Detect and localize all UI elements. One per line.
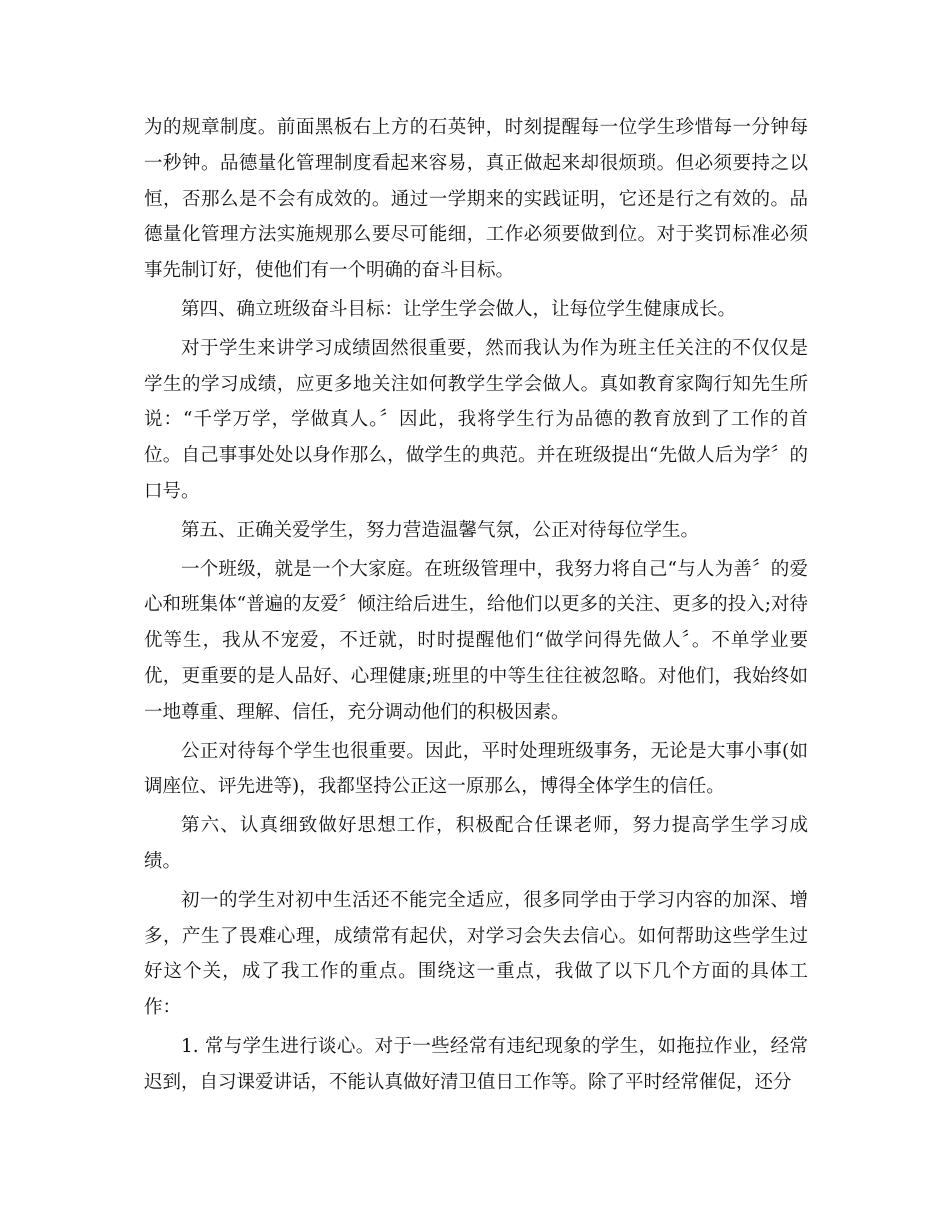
paragraph-7: 第六、认真细致做好思想工作，积极配合任课老师，努力提高学生学习成绩。 xyxy=(144,815,808,872)
paragraph-4: 第五、正确关爱学生，努力营造温馨气氛，公正对待每位学生。 xyxy=(181,519,700,541)
paragraph-8: 初一的学生对初中生活还不能完全适应，很多同学由于学习内容的加深、增多，产生了畏难心理，成绩常有起伏，对学习会失去信心。如何帮助这些学生过好这个关，成了我工作的重点。围绕这一重点，我做了以下几个方面的具体工作： xyxy=(144,889,808,1019)
document-page xyxy=(144,110,808,1104)
paragraph-9: 1. 常与学生进行谈心。对于一些经常有违纪现象的学生，如拖拉作业，经常迟到，自习课爱讲话，不能认真做好清卫值日工作等。除了平时经常催促，还分 xyxy=(144,1035,808,1093)
paragraph-2: 第四、确立班级奋斗目标：让学生学会做人，让每位学生健康成长。 xyxy=(181,298,737,320)
paragraph-5: 一个班级，就是一个大家庭。在班级管理中，我努力将自己“与人为善〞的爱心和班集体“普遍的友爱〞倾注给后进生，给他们以更多的关注、更多的投入;对待优等生，我从不宠爱，不迁就，时时提醒他们“做学问得先做人〞。不单学业要优，更重要的是人品好、心理健康;班里的中等生往往被忽略。对他们，我始终如一地尊重、理解、信任，充分调动他们的积极因素。 xyxy=(144,558,808,723)
paragraph-1: 为的规章制度。前面黑板右上方的石英钟，时刻提醒每一位学生珍惜每一分钟每一秒钟。品德量化管理制度看起来容易，真正做起来却很烦琐。但必须要持之以恒，否那么是不会有成效的。通过一学期来的实践证明，它还是行之有效的。品德量化管理方法实施规那么要尽可能细，工作必须要做到位。对于奖罚标准必须事先制订好，使他们有一个明确的奋斗目标。 xyxy=(144,117,808,282)
paragraph-3: 对于学生来讲学习成绩固然很重要，然而我认为作为班主任关注的不仅仅是学生的学习成绩，应更多地关注如何教学生学会做人。真如教育家陶行知先生所说：“千学万学，学做真人。〞因此，我将学生行为品德的教育放到了工作的首位。自己事事处处以身作那么，做学生的典范。并在班级提出“先做人后为学〞的口号。 xyxy=(144,337,808,502)
paragraph-6: 公正对待每个学生也很重要。因此，平时处理班级事务，无论是大事小事(如调座位、评先进等)，我都坚持公正这一原那么，博得全体学生的信任。 xyxy=(144,740,808,798)
